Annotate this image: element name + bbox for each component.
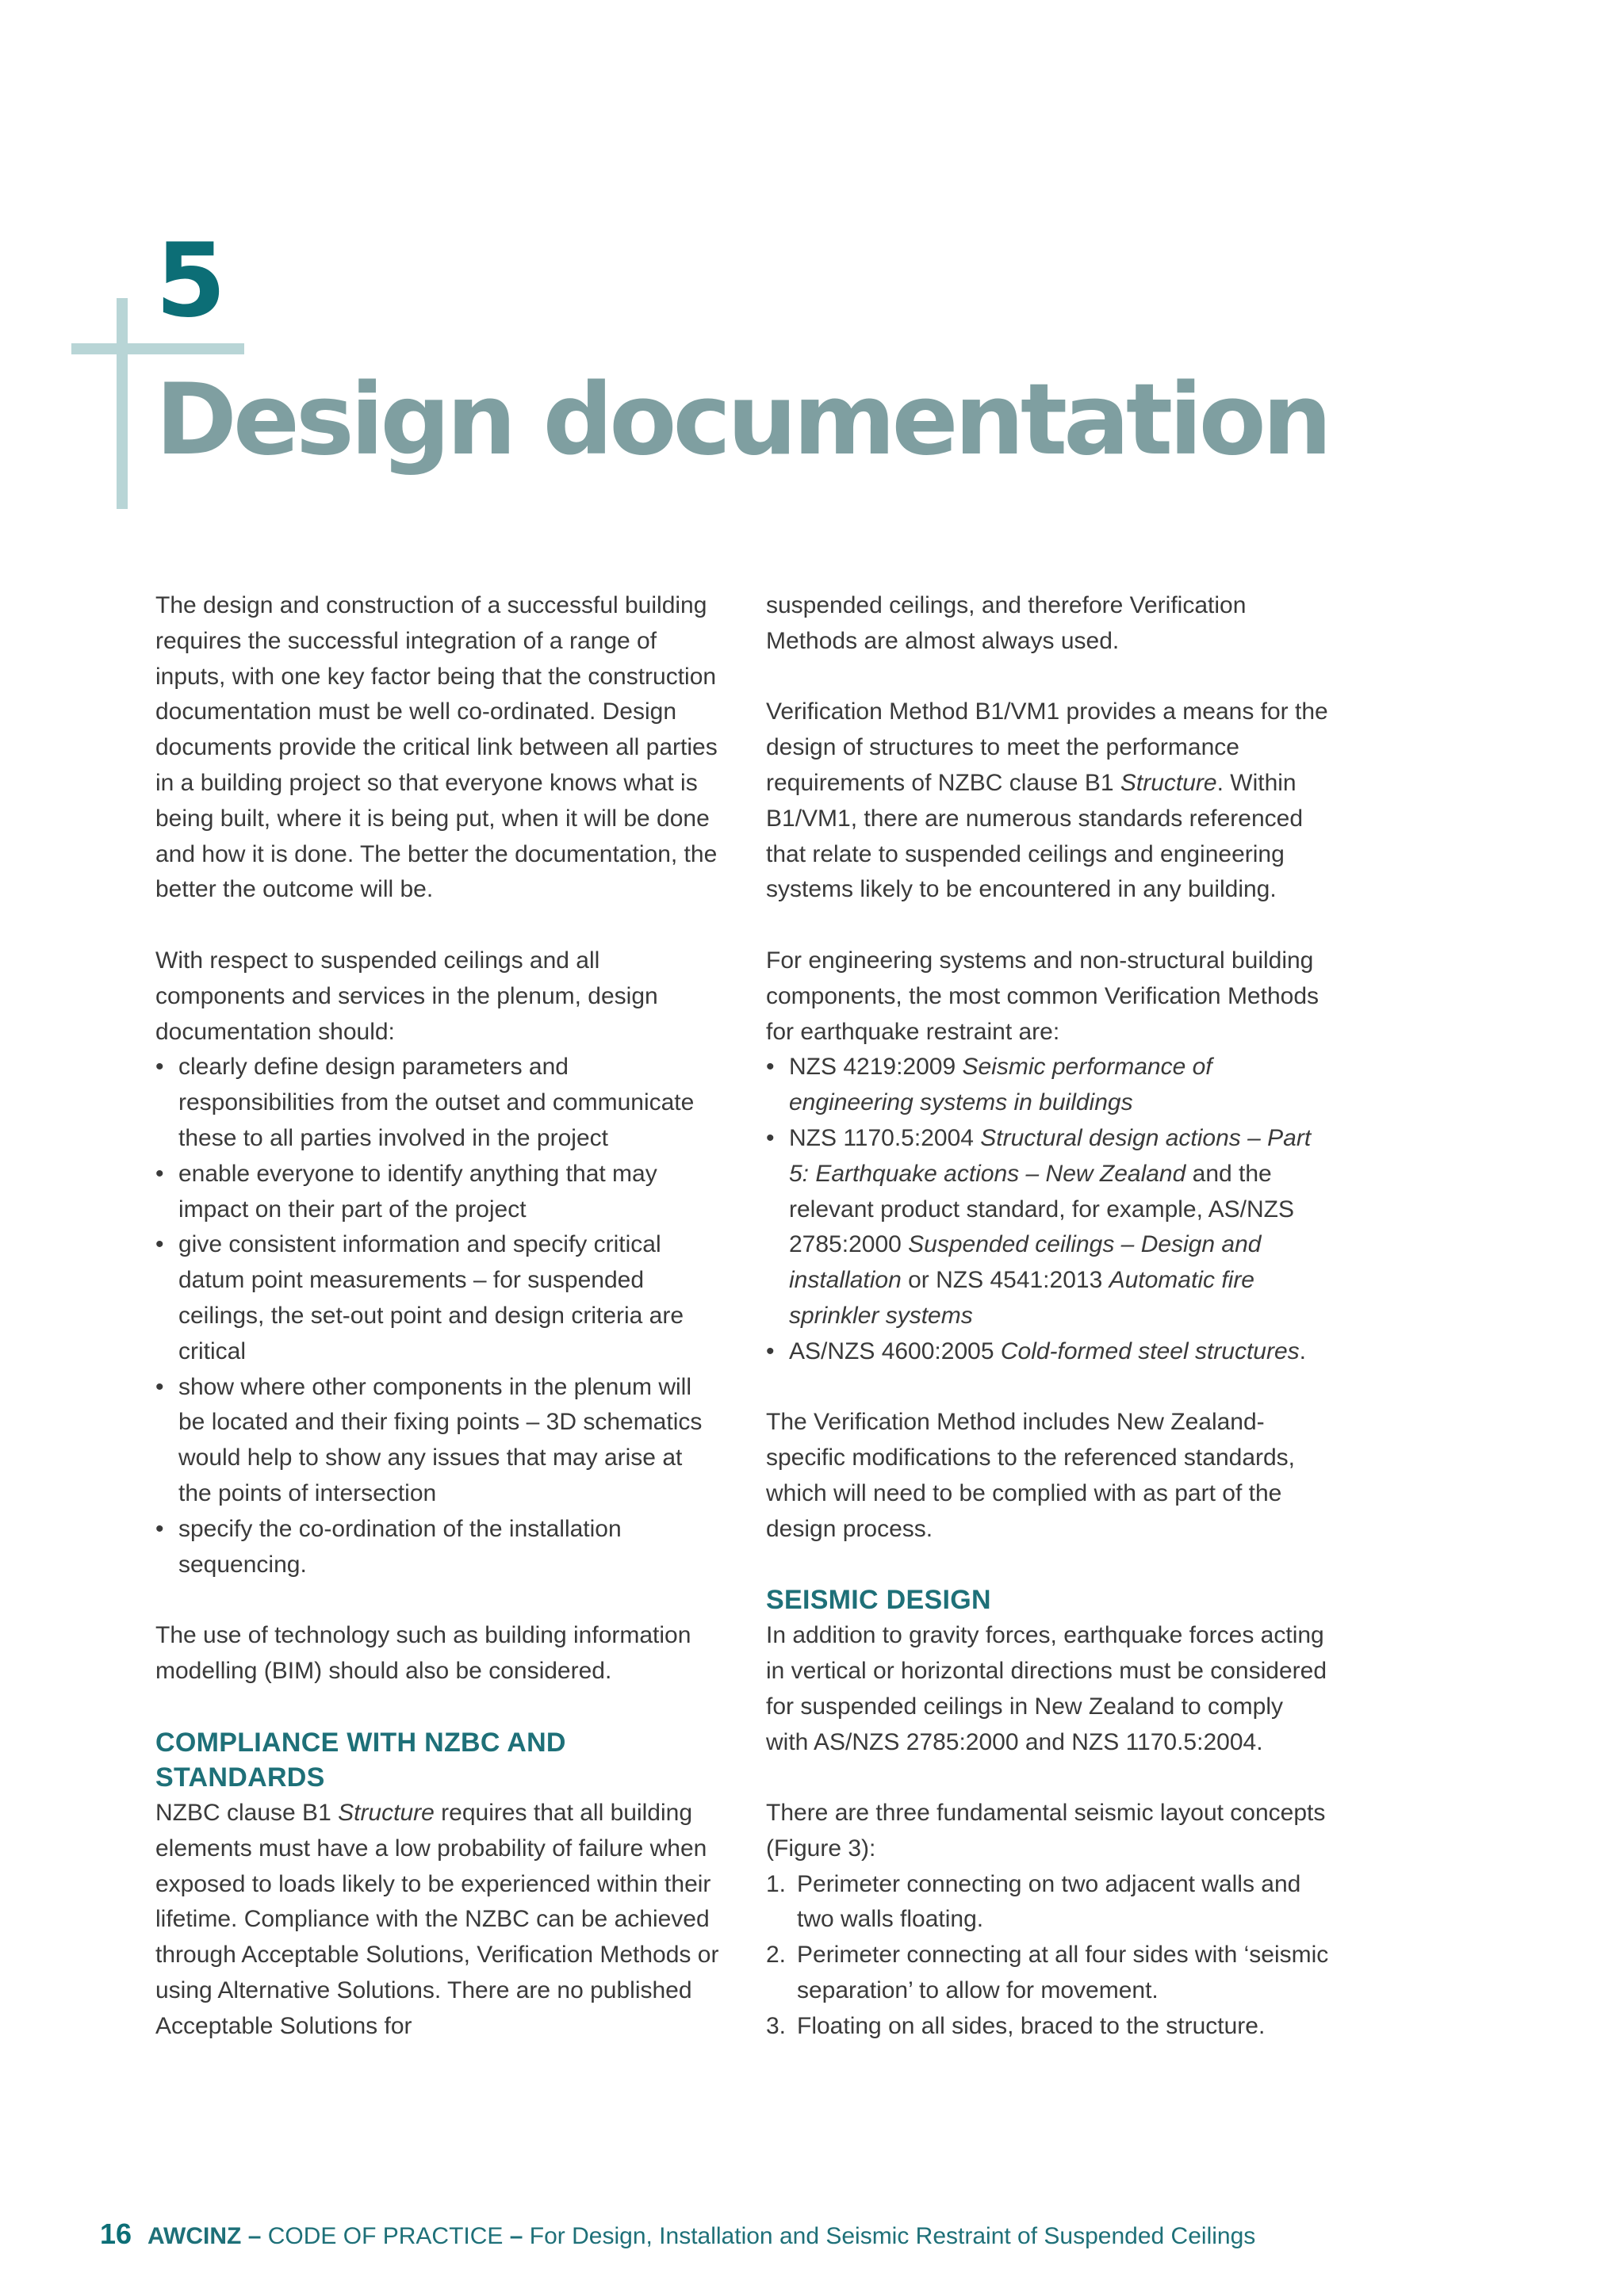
list-item: • NZS 4219:2009 Seismic performance of engineering systems in buildings [766, 1050, 1331, 1121]
left-column [155, 588, 720, 2045]
page-number: 16 [100, 2218, 132, 2250]
list-item: • enable everyone to identify anything that may impact on their part of the project [155, 1157, 720, 1228]
list-item: 2. Perimeter connecting at all four sides with ‘seismic separation’ to allow for movement. [766, 1942, 1329, 2004]
decorative-cross-vertical [117, 298, 128, 509]
seismic-forces-paragraph: In addition to gravity forces, earthquake forces acting in vertical or horizontal directions must be considered for suspended ceilings in New Zealand to comply with AS/NZS 2785:2000 and NZS 1170.5:2004. [766, 1622, 1327, 1755]
list-item: • specify the co-ordination of the installation sequencing. [155, 1512, 720, 1583]
page-footer: 16 AWCINZ – CODE OF PRACTICE – For Design, Installation and Seismic Restraint of Suspended Ceilings [100, 2218, 1256, 2250]
list-item: 3. Floating on all sides, braced to the structure. [766, 2012, 1266, 2039]
chapter-number: 5 [155, 222, 227, 340]
section-heading-compliance: COMPLIANCE WITH NZBC AND STANDARDS [155, 1727, 566, 1793]
list-item: • give consistent information and specify critical datum point measurements – for suspended ceilings, the set-out point and design criteria are critical [155, 1227, 720, 1369]
right-column [766, 588, 1331, 2080]
footer-code: CODE OF PRACTICE [267, 2223, 504, 2249]
footer-subtitle: For Design, Installation and Seismic Restraint of Suspended Ceilings [529, 2223, 1256, 2249]
compliance-paragraph: NZBC clause B1 Structure requires that all building elements must have a low probability of failure when exposed to loads likely to be experienced within their lifetime. Compliance with the NZBC can be achieved through Acceptable Solutions, Verification Methods or using Alternative Solutions. There are no published Acceptable Solutions for [155, 1800, 719, 2039]
layout-concepts-intro: There are three fundamental seismic layout concepts (Figure 3): [766, 1800, 1326, 1862]
layout-concepts-list [766, 1867, 1331, 2045]
verification-methods-paragraph: suspended ceilings, and therefore Verification Methods are almost always used. [766, 592, 1247, 654]
section-heading-seismic: SEISMIC DESIGN [766, 1585, 991, 1616]
list-item: 1. Perimeter connecting on two adjacent walls and two walls floating. [766, 1870, 1301, 1933]
decorative-cross-horizontal [71, 343, 244, 354]
standards-list [766, 1050, 1331, 1369]
list-item: • show where other components in the plenum will be located and their fixing points – 3D schematics would help to show any issues that may arise at the points of intersection [155, 1370, 720, 1512]
chapter-title: Design documentation [155, 363, 1329, 477]
bim-paragraph: The use of technology such as building information modelling (BIM) should also be considered. [155, 1622, 691, 1684]
b1-vm1-paragraph: Verification Method B1/VM1 provides a means for the design of structures to meet the performance requirements of NZBC clause B1 Structure. Within B1/VM1, there are numerous standards referenced that relate to suspended ceilings and engineering systems likely to be encountered in any building. [766, 698, 1328, 903]
list-item: • AS/NZS 4600:2005 Cold-formed steel structures. [766, 1334, 1331, 1370]
design-docs-intro: With respect to suspended ceilings and all components and services in the plenum, design documentation should: [155, 947, 658, 1045]
list-item: • clearly define design parameters and responsibilities from the outset and communicate these to all parties involved in the project [155, 1050, 720, 1156]
design-docs-list [155, 1050, 720, 1582]
footer-org: AWCINZ [147, 2223, 242, 2249]
intro-paragraph: The design and construction of a successful building requires the successful integration of a range of inputs, with one key factor being that the construction documentation must be well co-ordinated. Design documents provide the critical link between all parties in a building project so that everyone knows what is being built, where it is being put, when it will be done and how it is done. The better the documentation, the better the outcome will be. [155, 592, 718, 903]
earthquake-restraint-intro: For engineering systems and non-structural building components, the most common Verification Methods for earthquake restraint are: [766, 947, 1320, 1045]
list-item: • NZS 1170.5:2004 Structural design actions – Part 5: Earthquake actions – New Zealand and the relevant product standard, for example, AS/NZS 2785:2000 Suspended ceilings – Design and installation or NZS 4541:2013 Automatic fire sprinkler systems [766, 1121, 1331, 1334]
nz-modifications-paragraph: The Verification Method includes New Zealand-specific modifications to the referenced standards, which will need to be complied with as part of the design process. [766, 1409, 1296, 1542]
